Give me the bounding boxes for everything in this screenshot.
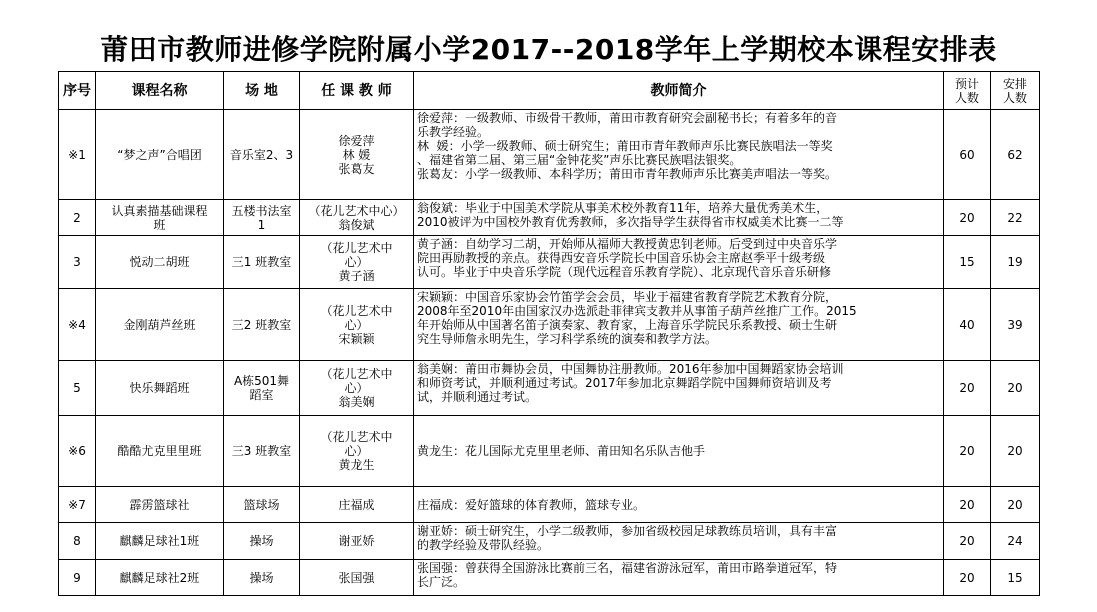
- teacher-cell: [300, 361, 414, 416]
- header-row: [59, 72, 1040, 110]
- teacher-name: 心）: [344, 317, 369, 332]
- teacher-name: 翁俊斌: [338, 217, 375, 232]
- intro-line: 院田再励教授的亲点。获得西安音乐学院长中国音乐协会主席赵季平十级考级: [417, 251, 826, 265]
- planned-count: 20: [944, 361, 991, 416]
- teacher-name: （花儿艺术中: [320, 303, 393, 318]
- intro-line: 的教学经验及带队经验。: [417, 538, 550, 552]
- planned-count: 20: [944, 200, 991, 236]
- intro-line: 和师资考试，并顺利通过考试。2017年参加北京舞蹈学院中国舞师资培训及考: [417, 376, 832, 390]
- teacher-name: 心）: [344, 444, 369, 458]
- teacher-name: 心）: [344, 381, 369, 395]
- table-row: [59, 416, 1040, 487]
- table-row: [59, 560, 1040, 596]
- teacher-intro: [414, 361, 944, 416]
- course-name: “梦之声”合唱团: [96, 110, 224, 200]
- arranged-count: 24: [991, 523, 1040, 560]
- planned-count: 20: [944, 487, 991, 523]
- intro-line: 张葛友：小学一级教师、本科学历；莆田市青年教师声乐比赛美声唱法一等奖。: [417, 167, 838, 181]
- teacher-name: （花儿艺术中: [320, 241, 393, 255]
- teacher-name: 宋颖颖: [338, 331, 375, 346]
- intro-line: 认可。毕业于中央音乐学院（现代远程音乐教育学院）、北京现代音乐音乐研修: [417, 265, 832, 279]
- intro-line: 年开始师从中国著名笛子演奏家、教育家，上海音乐学院民乐系教授、硕士生研: [417, 318, 838, 332]
- venue: 三3 班教室: [224, 416, 300, 487]
- arranged-count: 15: [991, 560, 1040, 596]
- teacher-name: 张葛友: [338, 161, 375, 176]
- teacher-name: 徐爱萍: [338, 133, 375, 148]
- table-row: [59, 110, 1040, 200]
- table-row: [59, 361, 1040, 416]
- teacher-cell: [300, 200, 414, 236]
- intro-line: 庄福成：爱好篮球的体育教师，篮球专业。: [417, 497, 646, 512]
- arranged-count: 62: [991, 110, 1040, 200]
- teacher-intro: [414, 560, 944, 596]
- course-schedule-table: [58, 71, 1040, 596]
- arranged-count: 20: [991, 416, 1040, 487]
- teacher-name: 林 媛: [342, 147, 371, 162]
- intro-line: 黄子涵：自幼学习二胡，开始师从福师大教授黄忠钊老师。后受到过中央音乐学: [417, 237, 838, 251]
- intro-line: 2008年至2010年由国家汉办选派赴菲律宾支教并从事笛子葫芦丝推广工作。2015: [417, 304, 857, 318]
- intro-line: 翁俊斌：毕业于中国美术学院从事美术校外教育11年，培养大量优秀美术生，: [417, 201, 829, 215]
- teacher-name: （花儿艺术中: [320, 430, 393, 444]
- intro-line: 徐爱萍：一级教师、市级骨干教师，莆田市教育研究会副秘书长；有着多年的音: [417, 111, 838, 125]
- table-row: [59, 523, 1040, 560]
- header-venue: 场 地: [224, 72, 300, 110]
- teacher-name: 张国强: [338, 570, 375, 585]
- arranged-count: 39: [991, 289, 1040, 361]
- planned-count: 20: [944, 523, 991, 560]
- venue: 五楼书法室 1: [224, 200, 300, 236]
- teacher-name: （花儿艺术中: [320, 367, 393, 381]
- teacher-cell: [300, 110, 414, 200]
- teacher-name: （花儿艺术中心）: [308, 203, 405, 218]
- venue: 音乐室2、3: [224, 110, 300, 200]
- teacher-name: 翁美娴: [338, 395, 375, 409]
- teacher-cell: [300, 289, 414, 361]
- row-number: 2: [59, 200, 96, 236]
- table-row: [59, 200, 1040, 236]
- planned-count: 40: [944, 289, 991, 361]
- teacher-name: 庄福成: [338, 497, 375, 512]
- intro-line: 张国强：曾获得全国游泳比赛前三名，福建省游泳冠军，莆田市路拳道冠军，特: [417, 561, 838, 575]
- header-intro: 教师简介: [414, 72, 944, 110]
- intro-line: 乐教学经验。: [417, 125, 490, 139]
- row-number: ※7: [59, 487, 96, 523]
- header-teacher: 任 课 教 师: [300, 72, 414, 110]
- table-body: [59, 110, 1040, 596]
- course-name: 霹雳篮球社: [96, 487, 224, 523]
- course-name: 金刚葫芦丝班: [96, 289, 224, 361]
- intro-line: 试，并顺利通过考试。: [417, 390, 538, 404]
- teacher-cell: [300, 523, 414, 560]
- header-no: 序号: [59, 72, 96, 110]
- row-number: ※4: [59, 289, 96, 361]
- row-number: 3: [59, 236, 96, 289]
- venue: 操场: [224, 560, 300, 596]
- intro-line: 长广泛。: [417, 575, 466, 589]
- teacher-intro: [414, 523, 944, 560]
- intro-line: 究生导师詹永明先生，学习科学系统的演奏和教学方法。: [417, 332, 718, 346]
- teacher-intro: [414, 236, 944, 289]
- course-name: 悦动二胡班: [96, 236, 224, 289]
- venue: 篮球场: [224, 487, 300, 523]
- table-row: [59, 487, 1040, 523]
- venue: 三2 班教室: [224, 289, 300, 361]
- header-planned: 预计 人数: [944, 72, 991, 110]
- teacher-intro: [414, 200, 944, 236]
- arranged-count: 19: [991, 236, 1040, 289]
- row-number: ※1: [59, 110, 96, 200]
- teacher-intro: [414, 416, 944, 487]
- course-name: 快乐舞蹈班: [96, 361, 224, 416]
- header-course: 课程名称: [96, 72, 224, 110]
- course-name: 麒麟足球社1班: [96, 523, 224, 560]
- intro-line: 宋颖颖：中国音乐家协会竹笛学会会员，毕业于福建省教育学院艺术教育分院，: [417, 290, 838, 304]
- intro-line: 谢亚娇：硕士研究生，小学二级教师，参加省级校园足球教练员培训，具有丰富: [417, 524, 838, 538]
- teacher-intro: [414, 110, 944, 200]
- intro-line: 翁美娴：莆田市舞协会员，中国舞协注册教师。2016年参加中国舞蹈家协会培训: [417, 362, 844, 376]
- teacher-name: 黄子涵: [338, 269, 375, 283]
- row-number: 9: [59, 560, 96, 596]
- row-number: ※6: [59, 416, 96, 487]
- table-row: [59, 289, 1040, 361]
- arranged-count: 20: [991, 487, 1040, 523]
- course-name: 认真素描基础课程 班: [96, 200, 224, 236]
- planned-count: 60: [944, 110, 991, 200]
- teacher-cell: [300, 236, 414, 289]
- planned-count: 20: [944, 560, 991, 596]
- teacher-name: 谢亚娇: [338, 534, 375, 548]
- arranged-count: 22: [991, 200, 1040, 236]
- intro-line: 2010被评为中国校外教育优秀教师，多次指导学生获得省市权威美术比赛一二等: [417, 215, 844, 229]
- teacher-name: 黄龙生: [338, 458, 375, 472]
- header-arranged: 安排 人数: [991, 72, 1040, 110]
- teacher-cell: [300, 487, 414, 523]
- venue: A栋501舞 蹈室: [224, 361, 300, 416]
- venue: 操场: [224, 523, 300, 560]
- venue: 三1 班教室: [224, 236, 300, 289]
- planned-count: 15: [944, 236, 991, 289]
- course-name: 酷酷尤克里里班: [96, 416, 224, 487]
- teacher-name: 心）: [344, 255, 369, 269]
- teacher-cell: [300, 560, 414, 596]
- page-title: 莆田市教师进修学院附属小学2017--2018学年上学期校本课程安排表: [100, 33, 997, 66]
- intro-line: 、福建省第二届、第三届“金钟花奖”声乐比赛民族唱法银奖。: [417, 153, 742, 167]
- planned-count: 20: [944, 416, 991, 487]
- teacher-intro: [414, 487, 944, 523]
- table-row: [59, 236, 1040, 289]
- intro-line: 林 媛：小学一级教师、硕士研究生；莆田市青年教师声乐比赛民族唱法一等奖: [417, 139, 833, 153]
- intro-line: 黄龙生：花儿国际尤克里里老师、莆田知名乐队吉他手: [417, 444, 706, 458]
- teacher-intro: [414, 289, 944, 361]
- row-number: 5: [59, 361, 96, 416]
- arranged-count: 20: [991, 361, 1040, 416]
- course-name: 麒麟足球社2班: [96, 560, 224, 596]
- teacher-cell: [300, 416, 414, 487]
- row-number: 8: [59, 523, 96, 560]
